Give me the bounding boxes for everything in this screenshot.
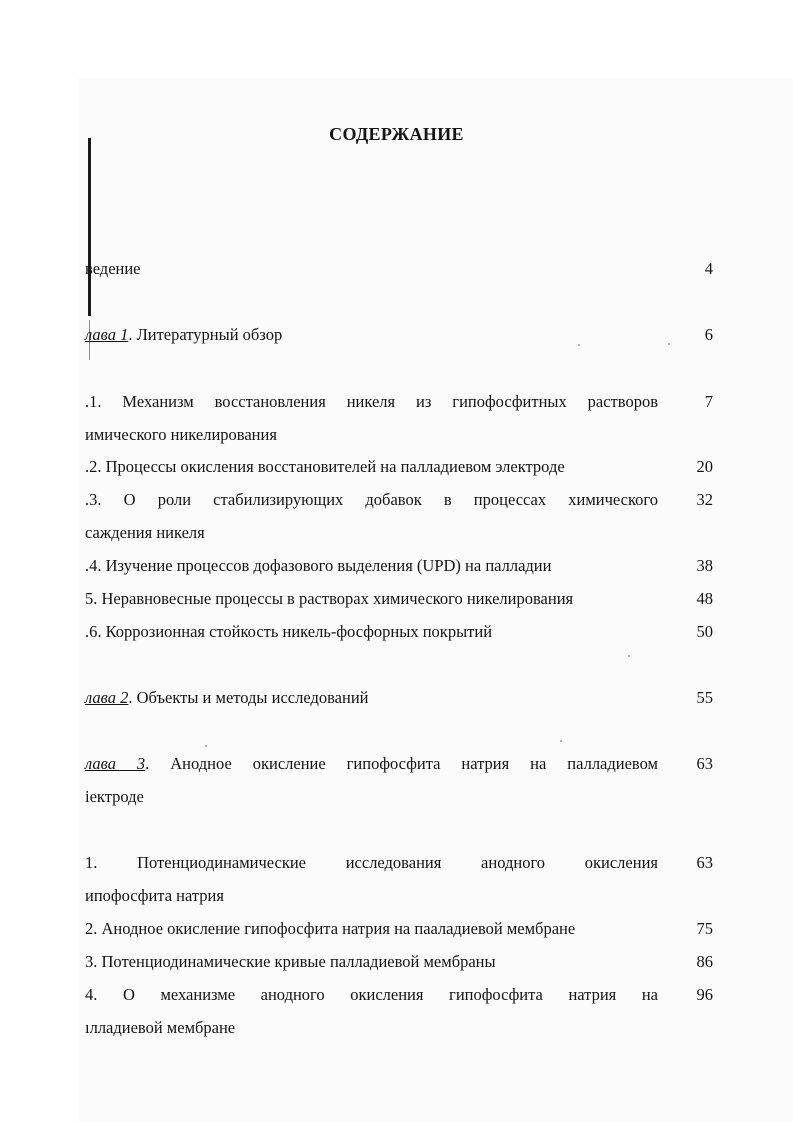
toc-entry-1-4 xyxy=(85,549,758,582)
toc-entry-1-1 xyxy=(85,385,758,451)
scan-speck xyxy=(560,740,562,742)
toc-entry-label: 2. Анодное окисление гипофосфита натрия на паaладиевой мембране xyxy=(85,919,576,938)
toc-entry-label: .4. Изучение процессов дофазового выделения (UPD) на палладии xyxy=(85,556,552,575)
toc-entry-label: .2. Процессы окисления восстановителей на палладиевом электроде xyxy=(85,457,565,476)
toc-entry-line-1: .3. О роли стабилизирующих добавок в процессах химического xyxy=(85,490,658,509)
chapter-label: лава 3 xyxy=(85,754,146,773)
toc-entry-label: 3. Потенциодинамические кривые палладиевой мембраны xyxy=(85,952,496,971)
toc-entry-3-1 xyxy=(85,846,758,912)
toc-entry-line-1 xyxy=(85,747,658,780)
toc-entry-label: . Объекты и методы исследований xyxy=(128,688,369,707)
toc-entry-page: 75 xyxy=(696,919,713,938)
toc-entry-line-2: имического никелирования xyxy=(85,425,277,444)
toc-entry-line-2: ıлладиевой мембране xyxy=(85,1018,236,1037)
toc-entry-1-2 xyxy=(85,450,758,483)
toc-entry-label: .6. Коррозионная стойкость никель-фосфорных покрытий xyxy=(85,622,493,641)
toc-entry-page: 50 xyxy=(696,622,713,641)
toc-entry-page: 7 xyxy=(704,392,713,411)
toc-entry-page: 63 xyxy=(696,754,713,773)
toc-entry-label: 5. Неравновесные процессы в растворах химического никелирования xyxy=(85,589,574,608)
chapter-label: лава 1 xyxy=(85,325,129,344)
toc-entry-label: . Литературный обзор xyxy=(128,325,283,344)
toc-entry-page: 38 xyxy=(696,556,713,575)
toc-entry-line-2: ипофосфита натрия xyxy=(85,886,224,905)
toc-entry-line-1: 4. О механизме анодного окисления гипофосфита натрия на xyxy=(85,985,658,1004)
toc-entry-line-2: саждения никеля xyxy=(85,523,205,542)
toc-entry-page: 55 xyxy=(696,688,713,707)
toc-entry-page: 6 xyxy=(704,325,713,344)
toc-entry-label: . Анодное окисление гипофосфита натрия на палладиевом xyxy=(145,754,658,773)
scan-edge-mark xyxy=(88,138,91,316)
toc-entry-3-3 xyxy=(85,945,758,978)
toc-entry-page: 4 xyxy=(704,259,713,278)
toc-entry-page: 86 xyxy=(696,952,713,971)
page-title: СОДЕРЖАНИЕ xyxy=(329,124,464,144)
toc-entry-page: 48 xyxy=(696,589,713,608)
toc-entry-3-2 xyxy=(85,912,758,945)
toc-entry-page: 96 xyxy=(696,985,713,1004)
toc-entry-1-6 xyxy=(85,615,758,648)
chapter-label: лава 2 xyxy=(85,688,129,707)
toc-entry-page: 20 xyxy=(696,457,713,476)
toc-entry-page: 32 xyxy=(696,490,713,509)
toc-entry-line-2: іектроде xyxy=(85,787,144,806)
toc-entry-3-4 xyxy=(85,978,758,1044)
toc-entry-chapter-2 xyxy=(85,681,758,714)
toc-entry-chapter-3 xyxy=(85,747,758,813)
toc-entry-line-1: 1. Потенциодинамические исследования анодного окисления xyxy=(85,853,658,872)
toc-entry-line-1: .1. Механизм восстановления никеля из гипофосфитных растворов xyxy=(85,392,658,411)
toc-entry-1-5 xyxy=(85,582,758,615)
toc-entry-label: ведение xyxy=(85,259,141,278)
toc-entry-page: 63 xyxy=(696,853,713,872)
toc-entry-introduction xyxy=(85,252,758,285)
toc-entry-chapter-1 xyxy=(85,318,758,351)
toc-entry-1-3 xyxy=(85,483,758,549)
scan-speck xyxy=(628,655,630,657)
